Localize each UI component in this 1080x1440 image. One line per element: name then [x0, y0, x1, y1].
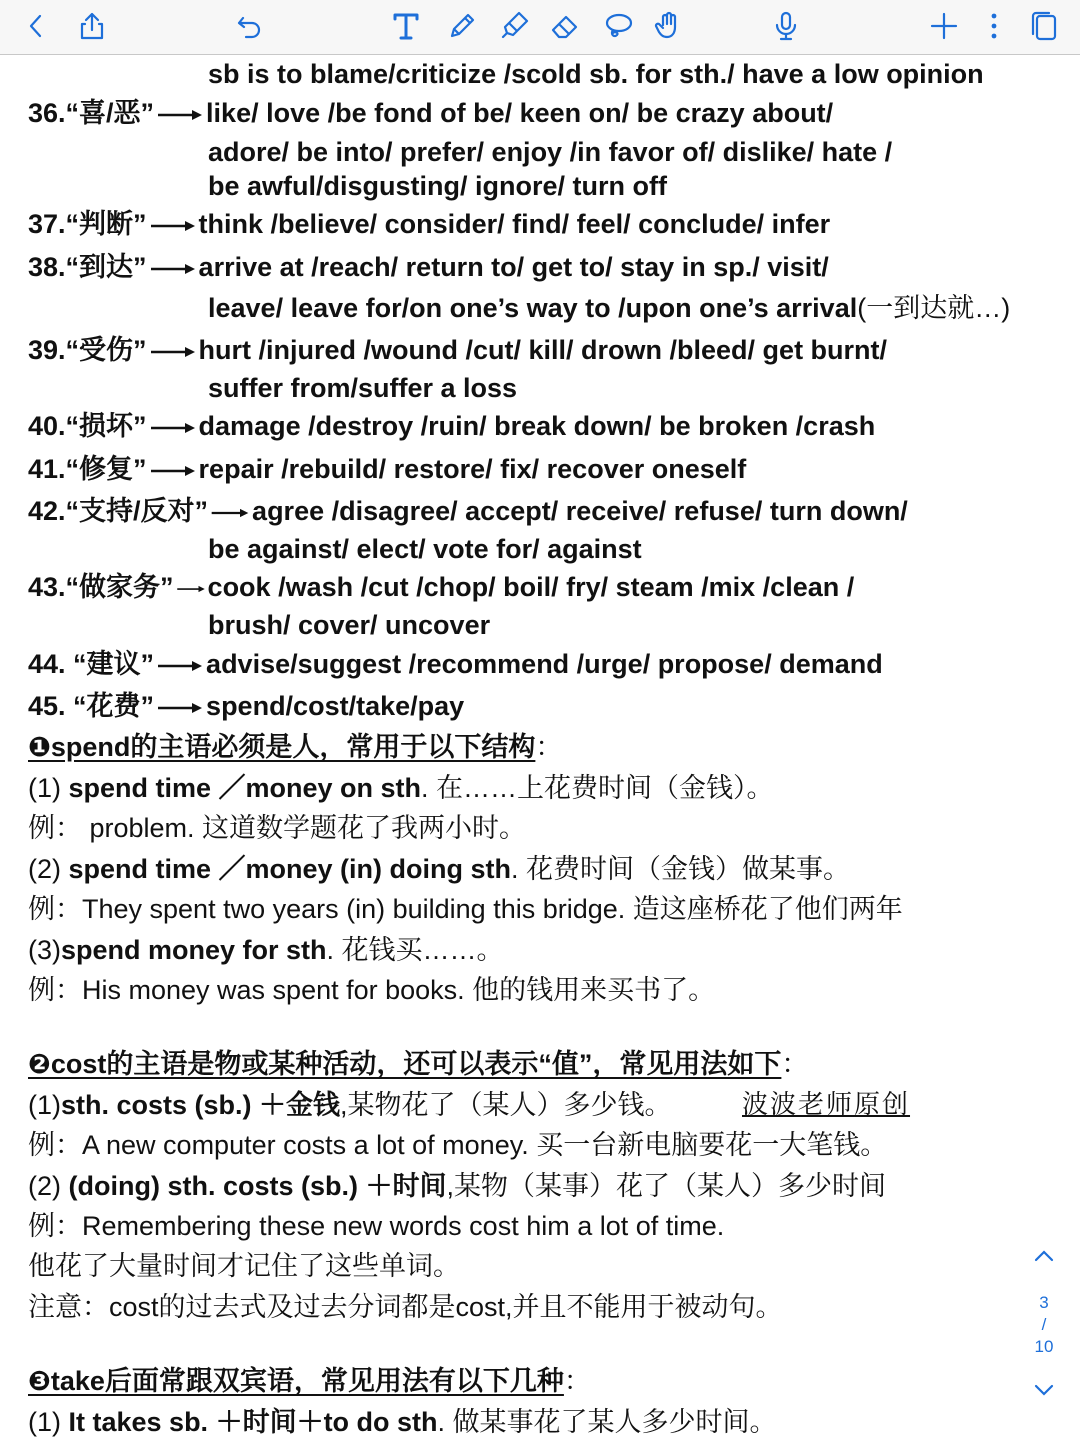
undo-icon[interactable]	[228, 6, 272, 46]
arrow-icon	[149, 464, 197, 478]
take-usage-1	[28, 1405, 777, 1439]
entry-43	[28, 570, 854, 604]
entry-37	[28, 207, 830, 241]
entry-41	[28, 452, 746, 486]
section-heading: ❷cost的主语是物或某种活动，还可以表示“值”，常见用法如下	[28, 1049, 782, 1079]
arrow-icon	[210, 506, 250, 520]
entry-text: repair /rebuild/ restore/ fix/ recover oneself	[198, 454, 747, 484]
usage-index: (2)	[28, 854, 69, 884]
usage-index: (2)	[28, 1171, 69, 1201]
entry-number: 41.“修复”	[28, 454, 147, 484]
document-page	[0, 55, 1080, 1440]
section-heading: ❶spend的主语必须是人，常用于以下结构	[28, 732, 536, 762]
cost-usage-1	[28, 1088, 672, 1122]
entry-number: 42.“支持/反对”	[28, 496, 209, 526]
arrow-icon	[156, 108, 204, 122]
usage-meaning: . 花钱买……。	[326, 935, 504, 965]
lasso-icon[interactable]	[596, 6, 640, 46]
cost-heading	[28, 1047, 808, 1081]
take-heading	[28, 1364, 591, 1398]
microphone-icon[interactable]	[764, 6, 808, 46]
example-line: 例：A new computer costs a lot of money. 买一台新电脑要花一大笔钱。	[28, 1130, 888, 1160]
entry-text: hurt /injured /wound /cut/ kill/ drown /bleed/ get burnt/	[198, 335, 888, 365]
entry-text: like/ love /be fond of be/ keen on/ be crazy about/	[206, 98, 834, 128]
hand-icon[interactable]	[646, 6, 690, 46]
entry-text: advise/suggest /recommend /urge/ propose/ demand	[206, 649, 883, 679]
arrow-icon	[176, 582, 206, 596]
total-pages: 10	[1034, 1337, 1054, 1356]
usage-pattern: It takes sb. ＋时间＋to do sth	[68, 1407, 438, 1437]
entry-40	[28, 409, 875, 443]
text-line: be against/ elect/ vote for/ against	[208, 534, 642, 564]
entry-number: 40.“损坏”	[28, 411, 147, 441]
arrow-icon	[149, 219, 197, 233]
page-indicator	[1020, 1292, 1068, 1358]
section-heading: ❸take后面常跟双宾语，常见用法有以下几种	[28, 1366, 564, 1396]
arrow-icon	[149, 262, 197, 276]
entry-text: leave/ leave for/on one’s way to /upon one’s arrival	[208, 293, 858, 323]
back-icon[interactable]	[14, 6, 58, 46]
entry-45	[28, 689, 464, 723]
text-line: brush/ cover/ uncover	[208, 610, 491, 640]
author-signature: 波波老师原创	[742, 1090, 911, 1120]
text-line: be awful/disgusting/ ignore/ turn off	[208, 171, 667, 201]
entry-number: 36.“喜/恶”	[28, 98, 155, 128]
entry-number: 37.“判断”	[28, 209, 147, 239]
entry-38	[28, 250, 829, 284]
example-line: 例：They spent two years (in) building this bridge. 造这座桥花了他们两年	[28, 894, 903, 924]
arrow-icon	[149, 421, 197, 435]
heading-colon: ：	[563, 1366, 591, 1396]
usage-pattern: spend money for sth	[61, 935, 327, 965]
entry-39	[28, 333, 887, 367]
entry-42	[28, 494, 908, 528]
text-line	[208, 291, 1010, 325]
entry-text: spend/cost/take/pay	[206, 691, 465, 721]
chevron-down-icon	[1030, 1380, 1058, 1400]
example-line: 例： problem. 这道数学题花了我两小时。	[28, 813, 527, 843]
chevron-up-icon	[1030, 1246, 1058, 1266]
spend-usage-3	[28, 933, 504, 967]
eraser-icon[interactable]	[543, 6, 587, 46]
page-separator: /	[1041, 1315, 1047, 1334]
note-line: 注意：cost的过去式及过去分词都是cost,并且不能用于被动句。	[28, 1292, 783, 1322]
entry-text: arrive at /reach/ return to/ get to/ stay in sp./ visit/	[198, 252, 829, 282]
entry-number: 43.“做家务”	[28, 572, 174, 602]
entry-text: damage /destroy /ruin/ break down/ be broken /crash	[198, 411, 876, 441]
spend-heading	[28, 730, 562, 764]
usage-meaning: ,某物（某事）花了（某人）多少时间	[446, 1171, 887, 1201]
entry-44	[28, 647, 883, 681]
usage-meaning: . 在……上花费时间（金钱）。	[421, 773, 774, 803]
usage-pattern: (doing) sth. costs (sb.) ＋时间	[68, 1171, 447, 1201]
entry-text: cook /wash /cut /chop/ boil/ fry/ steam /mix /clean /	[207, 572, 855, 602]
example-line: 例：His money was spent for books. 他的钱用来买书了。	[28, 975, 716, 1005]
example-translation: 他花了大量时间才记住了这些单词。	[28, 1251, 460, 1281]
arrow-icon	[149, 345, 197, 359]
text-tool-icon[interactable]	[384, 6, 428, 46]
example-line: 例：Remembering these new words cost him a lot of time.	[28, 1211, 725, 1241]
text-line: sb is to blame/criticize /scold sb. for sth./ have a low opinion	[208, 59, 984, 89]
usage-index: (1)	[28, 773, 69, 803]
entry-number: 44. “建议”	[28, 649, 155, 679]
heading-colon: ：	[535, 732, 563, 762]
more-icon[interactable]	[972, 6, 1016, 46]
entry-36	[28, 96, 833, 130]
usage-meaning: . 做某事花了某人多少时间。	[437, 1407, 777, 1437]
spend-usage-1	[28, 771, 774, 805]
spend-usage-2	[28, 852, 850, 886]
highlighter-icon[interactable]	[492, 6, 536, 46]
entry-text: think /believe/ consider/ find/ feel/ conclude/ infer	[198, 209, 831, 239]
pages-icon[interactable]	[1022, 6, 1066, 46]
toolbar	[0, 0, 1080, 55]
usage-index: (3)	[28, 935, 61, 965]
arrow-icon	[156, 659, 204, 673]
heading-colon: ：	[781, 1049, 809, 1079]
previous-page-button[interactable]	[1020, 1246, 1068, 1271]
entry-number: 38.“到达”	[28, 252, 147, 282]
arrow-icon	[156, 701, 204, 715]
usage-meaning: . 花费时间（金钱）做某事。	[511, 854, 851, 884]
current-page: 3	[1039, 1293, 1049, 1312]
usage-index: (1)	[28, 1407, 69, 1437]
next-page-button[interactable]	[1020, 1380, 1068, 1405]
add-icon[interactable]	[922, 6, 966, 46]
usage-index: (1)	[28, 1090, 61, 1120]
cost-usage-2	[28, 1169, 886, 1203]
entry-text: agree /disagree/ accept/ receive/ refuse/ turn down/	[252, 496, 908, 526]
entry-number: 39.“受伤”	[28, 335, 147, 365]
entry-note: (一到达就…)	[857, 293, 1011, 323]
usage-pattern: spend time ／money (in) doing sth	[68, 854, 512, 884]
text-line: suffer from/suffer a loss	[208, 373, 518, 403]
pen-icon[interactable]	[440, 6, 484, 46]
entry-number: 45. “花费”	[28, 691, 155, 721]
usage-meaning: ,某物花了（某人）多少钱。	[340, 1090, 672, 1120]
text-line: adore/ be into/ prefer/ enjoy /in favor of/ dislike/ hate /	[208, 137, 893, 167]
usage-pattern: sth. costs (sb.) ＋金钱	[61, 1090, 341, 1120]
share-icon[interactable]	[70, 6, 114, 46]
usage-pattern: spend time ／money on sth	[68, 773, 422, 803]
